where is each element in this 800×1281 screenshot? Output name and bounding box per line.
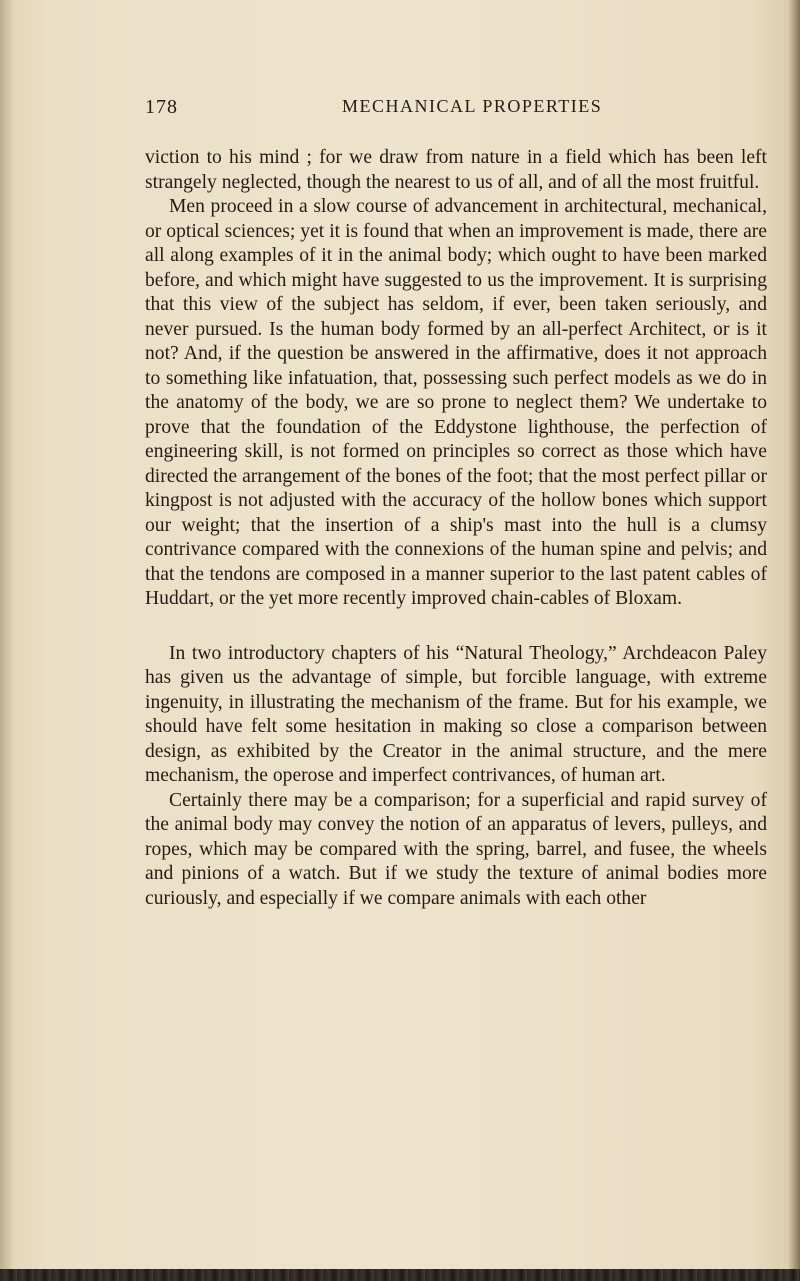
body-text xyxy=(145,146,767,911)
paragraph-paley: In two introductory chapters of his “Natural Theology,” Archdeacon Paley has given us the advantage of simple, but forcible language, with extreme ingenuity, in illustrating the mechanism of the frame. But for his example, we should have felt some hesitation in making so close a comparison between design, as exhibited by the Creator in the animal structure, and the mere mechanism, the operose and imperfect contrivances, of human art. xyxy=(145,642,767,786)
running-head: MECHANICAL PROPERTIES xyxy=(342,96,603,116)
scan-bottom-edge xyxy=(0,1269,800,1281)
page-header xyxy=(145,96,767,122)
gutter-shadow xyxy=(0,0,14,1281)
paragraph-comparison: Certainly there may be a comparison; for a superficial and rapid survey of the animal body may convey the notion of an apparatus of levers, pulleys, and ropes, which may be compared with the spring, barrel, and fusee, the wheels and pinions of a watch. But if we study the texture of animal bodies more curiously, and especially if we compare animals with each other xyxy=(145,789,767,909)
page-edge xyxy=(788,0,800,1281)
paragraph-architecture: Men proceed in a slow course of advancement in architectural, mechanical, or optical sciences; yet it is found that when an improvement is made, there are all along examples of it in the animal body; which ought to have been marked before, and which might have suggested to us the improvement. It is surprising that this view of the subject has seldom, if ever, been taken seriously, and never pursued. Is the human body formed by an all-perfect Architect, or is it not? And, if the question be answered in the affirmative, does it not approach to something like infatuation, that, possessing such perfect models as we do in the anatomy of the body, we are so prone to neglect them? We undertake to prove that the foundation of the Eddystone lighthouse, the perfection of engineering skill, is not formed on principles so correct as those which have directed the arrangement of the bones of the foot; that the most perfect pillar or kingpost is not adjusted with the accuracy of the hollow bones which support our weight; that the insertion of a ship's mast into the hull is a clumsy contrivance compared with the connexions of the human spine and pelvis; and that the tendons are composed in a manner superior to the last patent cables of Huddart, or the yet more recently improved chain-cables of Bloxam. xyxy=(145,196,767,609)
page-number: 178 xyxy=(145,96,178,118)
paragraph-continuation: viction to his mind ; for we draw from nature in a field which has been left strangely neglected, though the nearest to us of all, and of all the most fruitful. xyxy=(145,147,767,193)
